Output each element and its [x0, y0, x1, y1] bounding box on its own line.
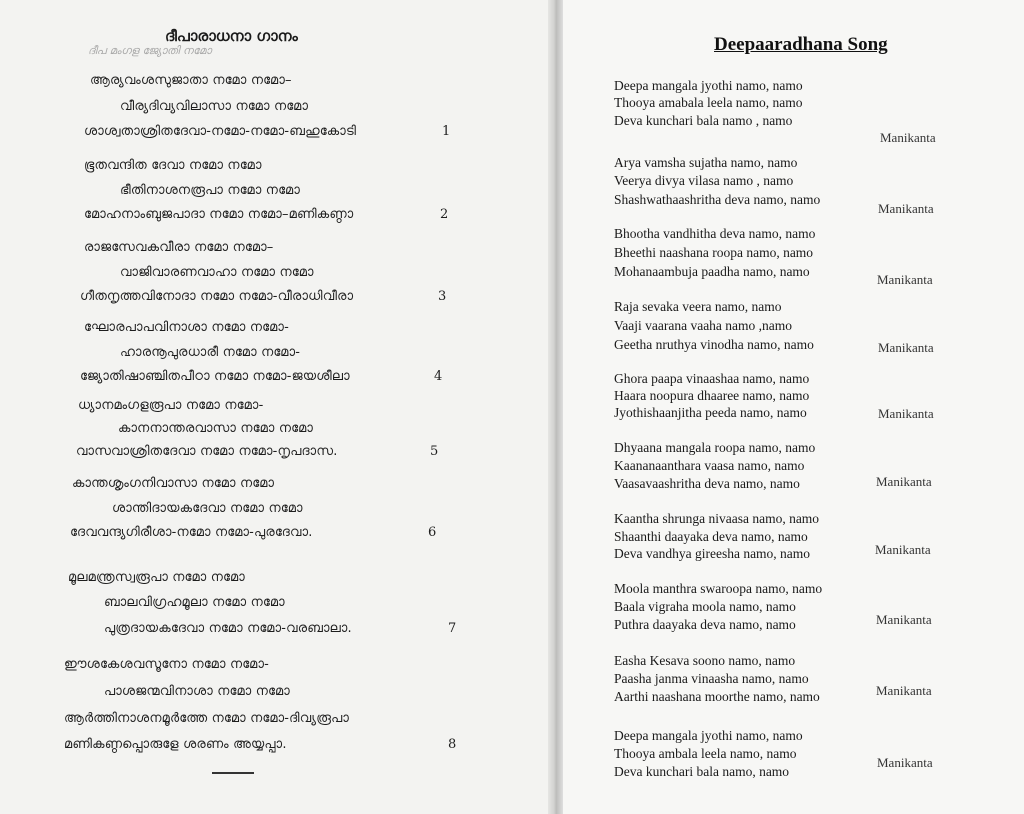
refrain-label: Manikanta: [877, 755, 933, 770]
en-line: Ghora paapa vinaashaa namo, namo: [614, 371, 810, 386]
en-line: Bhootha vandhitha deva namo, namo: [614, 226, 816, 241]
ml-line: ഭീതിനാശനരൂപാ നമോ നമോ: [120, 183, 300, 198]
en-line: Puthra daayaka deva namo, namo: [614, 617, 796, 632]
en-line: Jyothishaanjitha peeda namo, namo: [614, 405, 807, 420]
refrain-label: Manikanta: [875, 542, 931, 557]
en-line: Easha Kesava soono namo, namo: [614, 653, 796, 668]
ml-line: കാനനാന്തരവാസാ നമോ നമോ: [118, 421, 314, 436]
malayalam-title: ദീപാരാധനാ ഗാനം: [165, 27, 298, 45]
en-line: Vaaji vaarana vaaha namo ,namo: [614, 318, 793, 333]
ml-line: ബാലവിഗ്രഹമൂലാ നമോ നമോ: [104, 595, 285, 610]
en-line: Geetha nruthya vinodha namo, namo: [614, 337, 814, 352]
ml-line: രാജസേവകവീരാ നമോ നമോ–: [84, 240, 274, 255]
english-title: Deepaaradhana Song: [714, 34, 888, 55]
ml-line: ഘോരപാപവിനാശാ നമോ നമോ-: [84, 320, 289, 335]
verse-number: 1: [442, 124, 451, 139]
en-line: Deepa mangala jyothi namo, namo: [614, 78, 803, 93]
en-line: Arya vamsha sujatha namo, namo: [614, 155, 798, 170]
en-line: Paasha janma vinaasha namo, namo: [614, 671, 809, 686]
ml-line: ആർത്തിനാശനമൂർത്തേ നമോ നമോ-ദിവ്യരൂപാ: [64, 711, 349, 726]
ml-line: വീര്യദിവ്യവിലാസാ നമോ നമോ: [120, 99, 309, 114]
en-line: Vaasavaashritha deva namo, namo: [614, 476, 800, 491]
ml-line: പുത്രദായകദേവാ നമോ നമോ-വരബാലാ.: [104, 621, 352, 636]
en-line: Haara noopura dhaaree namo, namo: [614, 388, 810, 403]
en-line: Deva vandhya gireesha namo, namo: [614, 546, 811, 561]
refrain-label: Manikanta: [878, 201, 934, 216]
ml-line: ധ്യാനമംഗളരൂപാ നമോ നമോ-: [78, 398, 264, 413]
refrain-label: Manikanta: [876, 474, 932, 489]
ml-line: ദേവവന്ദ്യഗിരീശാ-നമോ നമോ-പുരദേവാ.: [70, 525, 313, 540]
en-line: Mohanaambuja paadha namo, namo: [614, 264, 810, 279]
ml-line: ഭൂതവന്ദിത ദേവാ നമോ നമോ: [84, 158, 262, 173]
verse-number: 2: [440, 207, 449, 222]
refrain-label: Manikanta: [876, 612, 932, 627]
en-line: Bheethi naashana roopa namo, namo: [614, 245, 814, 260]
ml-line: മോഹനാംബുജപാദാ നമോ നമോ–മണികണ്ഠാ: [84, 207, 354, 222]
ml-line: മൂലമന്ത്രസ്വരൂപാ നമോ നമോ: [68, 570, 245, 585]
ml-line: ഹാരനൂപുരധാരീ നമോ നമോ-: [120, 345, 301, 360]
ml-line: ശാന്തിദായകദേവാ നമോ നമോ: [112, 501, 303, 516]
en-line: Kaananaanthara vaasa namo, namo: [614, 458, 805, 473]
verse-number: 8: [448, 737, 457, 752]
en-line: Veerya divya vilasa namo , namo: [614, 173, 794, 188]
en-line: Deva kunchari bala namo, namo: [614, 764, 790, 779]
refrain-label: Manikanta: [876, 683, 932, 698]
en-line: Shashwathaashritha deva namo, namo: [614, 192, 821, 207]
ml-line: വാസവാശ്രിതദേവാ നമോ നമോ-നൃപദാസ.: [76, 444, 338, 459]
en-line: Kaantha shrunga nivaasa namo, namo: [614, 511, 820, 526]
book-gutter: [548, 0, 563, 814]
end-divider: [212, 772, 254, 774]
en-line: Baala vigraha moola namo, namo: [614, 599, 796, 614]
ml-line: മണികണ്ഠപ്പൊരുളേ ശരണം അയ്യപ്പാ.: [64, 737, 287, 752]
en-line: Raja sevaka veera namo, namo: [614, 299, 782, 314]
verse-number: 6: [428, 525, 437, 540]
ml-line: ഗീതനൃത്തവിനോദാ നമോ നമോ-വീരാധിവീരാ: [80, 289, 354, 304]
ml-line: കാന്തശൃംഗനിവാസാ നമോ നമോ: [72, 476, 275, 491]
ml-line: ജ്യോതിഷാഞ്ചിതപീഠാ നമോ നമോ-ജയശീലാ: [80, 369, 350, 384]
verse-number: 7: [448, 621, 457, 636]
en-line: Deepa mangala jyothi namo, namo: [614, 728, 803, 743]
verse-number: 4: [434, 369, 443, 384]
en-line: Deva kunchari bala namo , namo: [614, 113, 793, 128]
refrain-label: Manikanta: [878, 406, 934, 421]
ml-line: പാശജന്മവിനാശാ നമോ നമോ: [104, 684, 290, 699]
ml-line: ശാശ്വതാശ്രിതദേവാ-നമോ-നമോ-ബഹുകോടി: [84, 124, 357, 139]
ml-line: ആര്യവംശസുജാതാ നമോ നമോ–: [90, 73, 292, 88]
en-line: Shaanthi daayaka deva namo, namo: [614, 529, 808, 544]
ml-line: ഈശകേശവസൂനോ നമോ നമോ-: [64, 657, 270, 672]
en-line: Moola manthra swaroopa namo, namo: [614, 581, 823, 596]
ml-line: വാജിവാരണവാഹാ നമോ നമോ: [120, 265, 314, 280]
en-line: Thooya ambala leela namo, namo: [614, 746, 797, 761]
verse-number: 3: [438, 289, 447, 304]
handwritten-note: ദീപ മംഗള ജ്യോതി നമോ: [88, 44, 212, 57]
refrain-label: Manikanta: [878, 340, 934, 355]
en-line: Aarthi naashana moorthe namo, namo: [614, 689, 820, 704]
verse-number: 5: [430, 444, 439, 459]
en-line: Dhyaana mangala roopa namo, namo: [614, 440, 816, 455]
refrain-label: Manikanta: [877, 272, 933, 287]
refrain-label: Manikanta: [880, 130, 936, 145]
en-line: Thooya amabala leela namo, namo: [614, 95, 803, 110]
